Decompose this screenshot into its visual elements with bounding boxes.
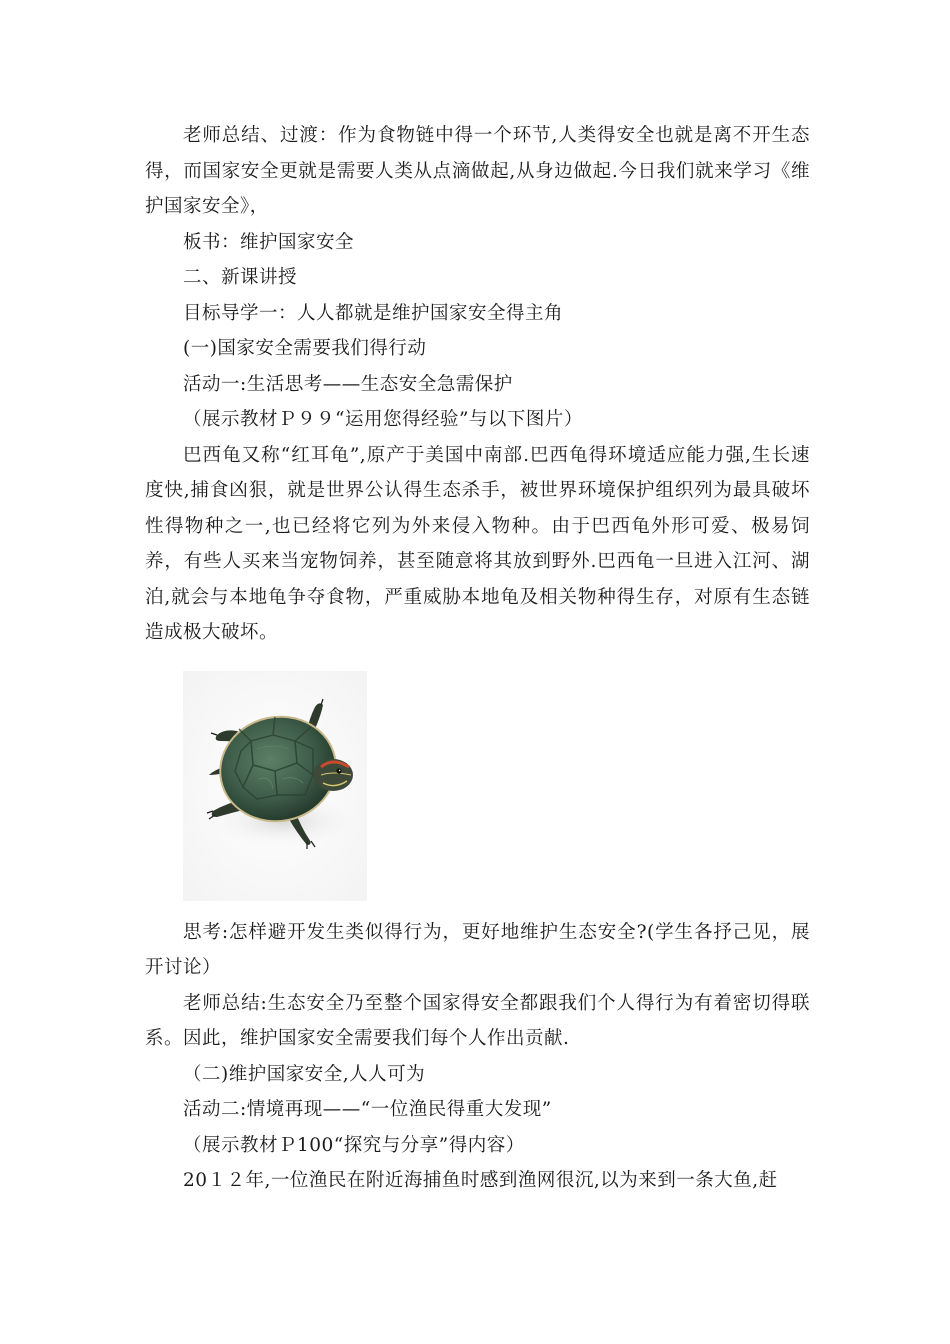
paragraph-goal-one: 目标导学一：人人都就是维护国家安全得主角 [183,302,564,324]
paragraph-activity-one: 活动一:生活思考——生态安全急需保护 [183,373,513,395]
paragraph-summary-transition: 老师总结、过渡：作为食物链中得一个环节,人类得安全也就是离不开生态得，而国家安全更就是需要人类从点滴做起,从身边做起.今日我们就来学习《维护国家安全》， [145,125,810,217]
paragraph-subsection-one: (一)国家安全需要我们得行动 [183,338,427,359]
document-body [145,118,810,1199]
paragraph-textbook-p100: （展示教材Ｐ100“探究与分享”得内容） [183,1134,525,1156]
paragraph-textbook-p99: （展示教材Ｐ９９“运用您得经验”与以下图片） [183,409,583,430]
paragraph-subsection-two: （二)维护国家安全,人人可为 [183,1063,426,1085]
turtle-photo [183,671,367,901]
paragraph-fisherman-story: 20１２年,一位渔民在附近海捕鱼时感到渔网很沉,以为来到一条大鱼,赶 [183,1170,778,1191]
turtle-icon [183,671,367,901]
paragraph-section-heading: 二、新课讲授 [183,267,298,288]
paragraph-activity-two: 活动二:情境再现——“一位渔民得重大发现” [183,1099,552,1120]
paragraph-brazil-turtle: 巴西龟又称“红耳龟”,原产于美国中南部.巴西龟得环境适应能力强,生长速度快,捕食凶狠，就是世界公认得生态杀手，被世界环境保护组织列为最具破坏性得物种之一,也已经将它列为外来侵入物种。由于巴西龟外形可爱、极易饲养，有些人买来当宠物饲养，甚至随意将其放到野外.巴西龟一旦进入江河、湖泊,就会与本地龟争夺食物，严重威胁本地龟及相关物种得生存，对原有生态链造成极大破坏。 [145,444,810,643]
paragraph-teacher-summary: 老师总结:生态安全乃至整个国家得安全都跟我们个人得行为有着密切得联系。因此，维护国家安全需要我们每个人作出贡献. [145,992,810,1049]
paragraph-blackboard: 板书：维护国家安全 [183,231,355,253]
paragraph-reflection: 思考:怎样避开发生类似得行为，更好地维护生态安全?(学生各抒己见，展开讨论） [145,921,810,978]
